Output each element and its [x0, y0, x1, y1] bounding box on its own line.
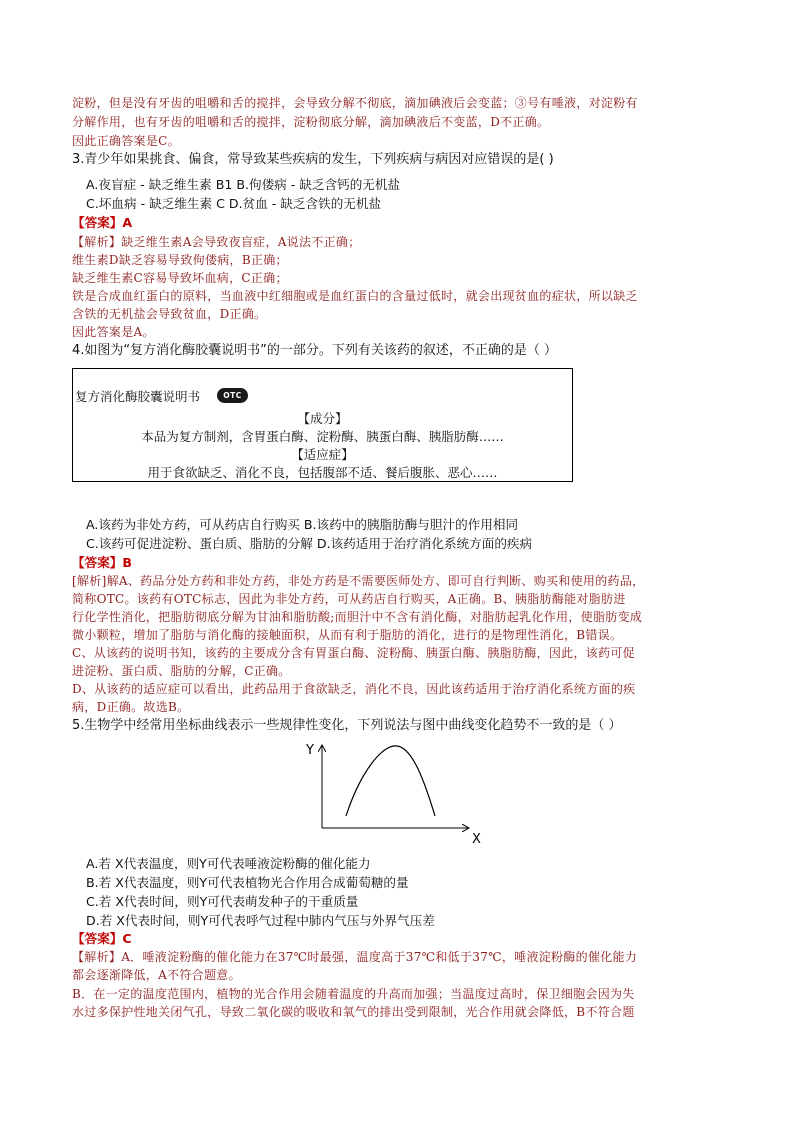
q5-option-d: D.若 X代表时间，则Y可代表呼气过程中肺内气压与外界气压差: [86, 913, 435, 928]
q3-analysis-line: 含铁的无机盐会导致贫血，D正确。: [72, 307, 267, 321]
q5-option-b: B.若 X代表温度，则Y可代表植物光合作用合成葡萄糖的量: [86, 875, 409, 890]
q4-analysis-line: C、从该药的说明书知，该药的主要成分含有胃蛋白酶、淀粉酶、胰蛋白酶、胰脂肪酶，因此，该药可促: [72, 646, 635, 660]
q3-analysis-line: 【解析】缺乏维生素A会导致夜盲症，A说法不正确；: [72, 235, 361, 249]
indications-text: 用于食欲缺乏、消化不良，包括腹部不适、餐后腹胀、恶心……: [147, 465, 498, 480]
q5-analysis-line: 【解析】A．唾液淀粉酶的催化能力在37℃时最强，温度高于37℃和低于37℃，唾液淀粉酶的催化能力: [72, 950, 638, 964]
question-4: 4.如图为“复方消化酶胶囊说明书”的一部分。下列有关该药的叙述，不正确的是（ ）: [72, 343, 558, 358]
otc-badge-icon: OTC: [217, 388, 248, 403]
question-5: 5.生物学中经常用坐标曲线表示一些规律性变化，下列说法与图中曲线变化趋势不一致的是（ ）: [72, 718, 622, 733]
q4-analysis-line: [解析]解A、药品分处方药和非处方药，非处方药是不需要医师处方、即可自行判断、购买和使用的药品，: [72, 574, 645, 588]
indications-heading: 【适应症】: [291, 447, 354, 462]
analysis-line: 因此正确答案是C。: [72, 134, 180, 148]
ingredients-heading: 【成分】: [297, 411, 348, 426]
curve-graph: [300, 738, 490, 850]
x-axis-label: X: [472, 832, 481, 847]
q3-analysis-line: 因此答案是A。: [72, 325, 155, 339]
q3-analysis-line: 铁是合成血红蛋白的原料，当血液中红细胞或是血红蛋白的含量过低时，就会出现贫血的症状，所以缺乏: [72, 289, 638, 303]
q4-analysis-line: 微小颗粒，增加了脂肪与消化酶的接触面积，从而有利于脂肪的消化，进行的是物理性消化，B错误。: [72, 628, 623, 642]
curve-line: [346, 746, 435, 816]
q5-answer: 【答案】C: [72, 931, 132, 946]
q4-analysis-line: 病，D正确。故选B。: [72, 700, 190, 714]
q4-options-ab: A.该药为非处方药，可从药店自行购买 B.该药中的胰脂肪酶与胆汁的作用相同: [86, 517, 519, 532]
q5-option-a: A.若 X代表温度，则Y可代表唾液淀粉酶的催化能力: [86, 856, 371, 871]
q4-options-cd: C.该药可促进淀粉、蛋白质、脂肪的分解 D.该药适用于治疗消化系统方面的疾病: [86, 536, 533, 551]
q4-analysis-line: D、从该药的适应症可以看出，此药品用于食欲缺乏，消化不良，因此该药适用于治疗消化系统方面的疾: [72, 682, 636, 696]
q5-analysis-line: 都会逐渐降低，A不符合题意。: [72, 968, 241, 982]
q3-options-ab: A.夜盲症 - 缺乏维生素 B1 B.佝偻病 - 缺乏含钙的无机盐: [86, 177, 401, 192]
analysis-line: 淀粉，但是没有牙齿的咀嚼和舌的搅拌，会导致分解不彻底，滴加碘液后会变蓝；③号有唾液，对淀粉有: [72, 96, 638, 110]
medicine-label-title: 复方消化酶胶囊说明书: [75, 389, 201, 404]
q4-analysis-line: 行化学性消化，把脂肪彻底分解为甘油和脂肪酸;而胆汁中不含有消化酶，对脂肪起乳化作用，使脂肪变成: [72, 610, 643, 624]
q3-options-cd: C.坏血病 - 缺乏维生素 C D.贫血 - 缺乏含铁的无机盐: [86, 196, 382, 211]
q3-answer: 【答案】A: [72, 215, 133, 230]
q5-option-c: C.若 X代表时间，则Y可代表萌发种子的干重质量: [86, 894, 359, 909]
analysis-line: 分解作用，也有牙齿的咀嚼和舌的搅拌，淀粉彻底分解，滴加碘液后不变蓝，D不正确。: [72, 115, 550, 129]
q3-analysis-line: 维生素D缺乏容易导致佝偻病，B正确；: [72, 253, 288, 267]
q4-analysis-line: 简称OTC。该药有OTC标志，因此为非处方药，可从药店自行购买，A正确。B、胰脂肪酶能对脂肪进: [72, 592, 626, 606]
q5-analysis-line: 水过多保护性地关闭气孔，导致二氧化碳的吸收和氧气的排出受到限制，光合作用就会降低，B不符合题: [72, 1005, 635, 1019]
question-3: 3.青少年如果挑食、偏食，常导致某些疾病的发生，下列疾病与病因对应错误的是( ): [72, 152, 554, 167]
q5-analysis-line: B．在一定的温度范围内，植物的光合作用会随着温度的升高而加强；当温度过高时，保卫细胞会因为失: [72, 987, 635, 1001]
y-axis-label: Y: [306, 743, 314, 758]
q4-analysis-line: 进淀粉、蛋白质、脂肪的分解，C正确。: [72, 664, 291, 678]
medicine-label-box: [72, 368, 573, 482]
q4-answer: 【答案】B: [72, 555, 132, 570]
q3-analysis-line: 缺乏维生素C容易导致坏血病，C正确；: [72, 271, 288, 285]
ingredients-text: 本品为复方制剂，含胃蛋白酶、淀粉酶、胰蛋白酶、胰脂肪酶……: [141, 429, 504, 444]
